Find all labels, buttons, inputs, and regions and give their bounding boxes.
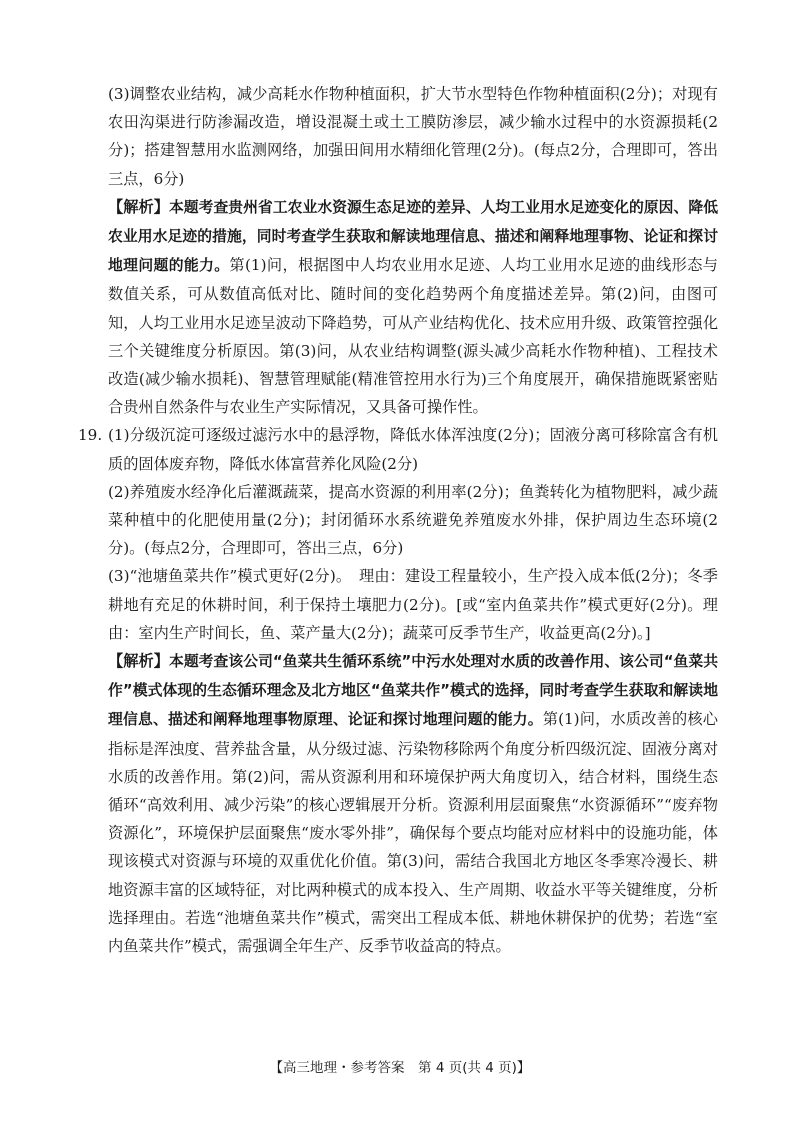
q18-analysis <box>108 193 718 422</box>
q19-part1-text: (1)分级沉淀可逐级过滤污水中的悬浮物，降低水体浑浊度(2分)；固液分离可移除富含有机质的固体废弃物，降低水体富营养化风险(2分) <box>108 426 718 473</box>
q18-part3-answer: (3)调整农业结构，减少高耗水作物种植面积，扩大节水型特色作物种植面积(2分)；对现有农田沟渠进行防渗漏改造，增设混凝土或土工膜防渗层，减少输水过程中的水资源损耗(2分)；搭建智慧用水监测网络，加强田间用水精细化管理(2分)。(每点2分，合理即可，答出三点，6分) <box>108 85 718 188</box>
analysis-label: 【解析】 <box>108 197 169 216</box>
q19-part1-answer <box>78 421 718 477</box>
q19-part3-answer: (3)“池塘鱼菜共作”模式更好(2分)。 理由：建设工程量较小，生产投入成本低(2分)；冬季耕地有充足的休耕时间，利于保持土壤肥力(2分)。[或“室内鱼菜共作”模式更好(2分)。理由：室内生产时间长，鱼、菜产量大(2分)；蔬菜可反季节生产，收益更高(2分)。] <box>108 567 718 642</box>
analysis-summary: 本题考查该公司“鱼菜共生循环系统”中污水处理对水质的改善作用、该公司“鱼菜共作”模式体现的生态循环理念及北方地区“鱼菜共作”模式的选择，同时考查学生获取和解读地理信息、描述和阐释地理事物原理、论证和探讨地理问题的能力。 <box>108 653 718 729</box>
analysis-text: 第(1)问，根据图中人均农业用水足迹、人均工业用水足迹的曲线形态与数值关系，可从数值高低对比、随时间的变化趋势两个角度描述差异。第(2)问，由图可知，人均工业用水足迹呈波动下降趋势，可从产业结构优化、技术应用升级、政策管控强化三个关键维度分析原因。第(3)问，从农业结构调整(源头减少高耗水作物种植)、工程技术改造(减少输水损耗)、智慧管理赋能(精准管控用水行为)三个角度展开，确保措施既紧密贴合贵州自然条件与农业生产实际情况，又具备可操作性。 <box>108 256 718 417</box>
analysis-label: 【解析】 <box>108 652 169 671</box>
question-number: 19. <box>78 426 103 445</box>
analysis-text: 第(1)问，水质改善的核心指标是浑浊度、营养盐含量，从分级过滤、污染物移除两个角度分析四级沉淀、固液分离对水质的改善作用。第(2)问，需从资源利用和环境保护两大角度切入，结合材料，围绕生态循环“高效利用、减少污染”的核心逻辑展开分析。资源利用层面聚焦“水资源循环”“废弃物资源化”，环境保护层面聚焦“废水零外排”，确保每个要点均能对应材料中的设施功能，体现该模式对资源与环境的双重优化价值。第(3)问，需结合我国北方地区冬季寒冷漫长、耕地资源丰富的区域特征，对比两种模式的成本投入、生产周期、收益水平等关键维度，分析选择理由。若选“池塘鱼菜共作”模式，需突出工程成本低、耕地休耕保护的优势；若选“室内鱼菜共作”模式，需强调全年生产、反季节收益高的特点。 <box>108 710 718 956</box>
q19-part2-answer: (2)养殖废水经净化后灌溉蔬菜，提高水资源的利用率(2分)；鱼粪转化为植物肥料，减少蔬菜种植中的化肥使用量(2分)；封闭循环水系统避免养殖废水外排，保护周边生态环境(2分)。(每点2分，合理即可，答出三点，6分) <box>108 482 718 558</box>
analysis-summary: 本题考查贵州省工农业水资源生态足迹的差异、人均工业用水足迹变化的原因、降低农业用水足迹的措施，同时考查学生获取和解读地理信息、描述和阐释地理事物、论证和探讨地理问题的能力。 <box>108 198 719 275</box>
q19-analysis <box>108 647 718 960</box>
answer-content <box>78 80 719 960</box>
page-footer: 【高三地理・参考答案 第 4 页(共 4 页)】 <box>269 1060 531 1076</box>
